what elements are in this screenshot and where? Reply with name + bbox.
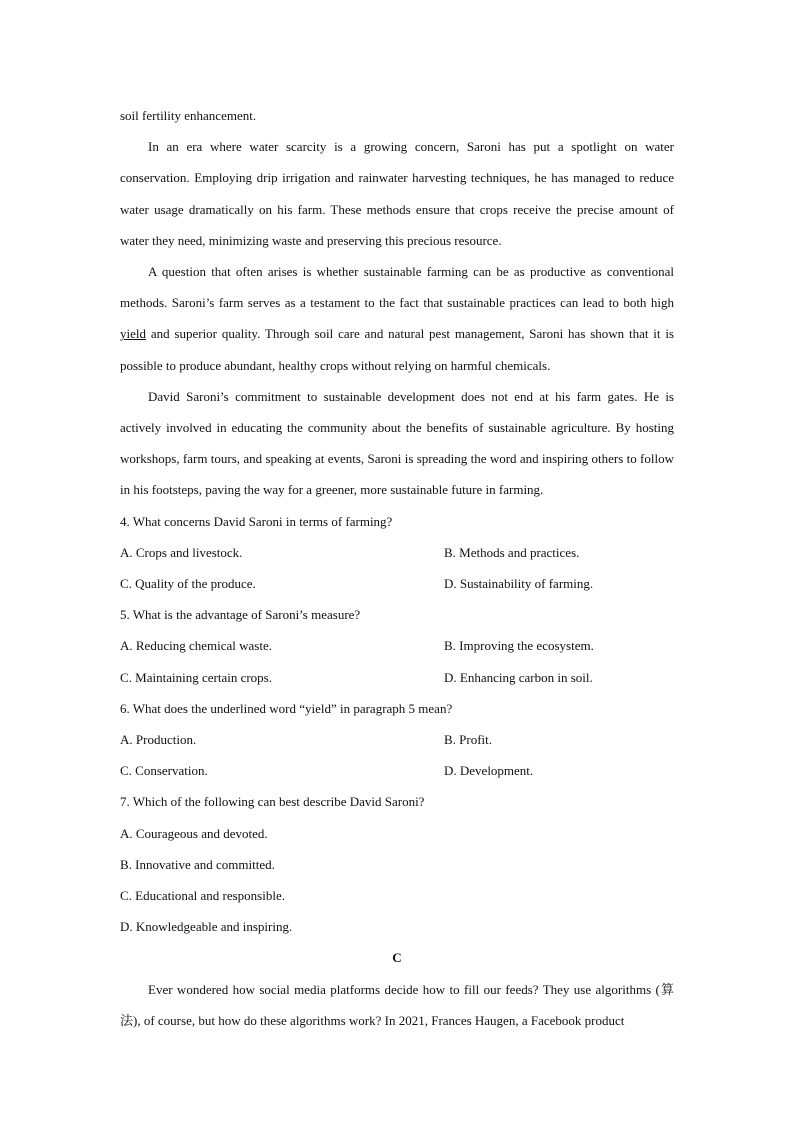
option-c: C. Conservation. (120, 763, 208, 779)
question-stem: 6. What does the underlined word “yield” in paragraph 5 mean? (120, 700, 453, 716)
question-6 (120, 693, 674, 787)
question-stem: 7. Which of the following can best describe David Saroni? (120, 794, 425, 810)
paragraph-continuation: soil fertility enhancement. (120, 108, 257, 123)
paragraph-productivity-part1: A question that often arises is whether sustainable farming can be as productive as conventional methods. Saroni’s farm serves as a testament to the fact that sustainable practices can lead to both high (120, 264, 674, 311)
option-c: C. Maintaining certain crops. (120, 669, 272, 685)
option-c: C. Educational and responsible. (120, 888, 285, 904)
question-options (120, 630, 674, 692)
paragraph-productivity (120, 256, 674, 381)
question-4 (120, 506, 674, 600)
option-d: D. Sustainability of farming. (444, 576, 594, 592)
question-options (120, 724, 674, 786)
option-b: B. Innovative and committed. (120, 856, 275, 872)
option-b: B. Methods and practices. (444, 544, 580, 560)
option-a: A. Production. (120, 732, 197, 748)
option-c: C. Quality of the produce. (120, 576, 256, 592)
question-stem: 4. What concerns David Saroni in terms of farming? (120, 513, 393, 529)
paragraph-algorithms: Ever wondered how social media platforms decide how to fill our feeds? They use algorithms (算法), of course, but how do these algorithms work? In 2021, Frances Haugen, a Facebook product (120, 981, 674, 1028)
underlined-word-yield: yield (120, 326, 146, 342)
option-a: A. Courageous and devoted. (120, 825, 268, 841)
paragraph-community: David Saroni’s commitment to sustainable development does not end at his farm gates. He is actively involved in educating the community about the benefits of sustainable agriculture. By hosting workshops, farm tours, and speaking at events, Saroni is spreading the word and inspiring others to follow in his footsteps, paving the way for a greener, more sustainable future in farming. (120, 388, 674, 498)
section-heading-c: C (392, 950, 402, 966)
option-a: A. Crops and livestock. (120, 544, 243, 560)
option-d: D. Development. (444, 763, 534, 779)
question-7 (120, 786, 674, 942)
question-options (120, 537, 674, 599)
paragraph-water-conservation: In an era where water scarcity is a growing concern, Saroni has put a spotlight on water conservation. Employing drip irrigation and rainwater harvesting techniques, he has managed to reduce water usage dramatically on his farm. These methods ensure that crops receive the precise amount of water they need, minimizing waste and preserving this precious resource. (120, 139, 674, 248)
document-page (120, 100, 674, 1036)
option-a: A. Reducing chemical waste. (120, 638, 272, 654)
option-b: B. Profit. (444, 732, 493, 748)
option-d: D. Enhancing carbon in soil. (444, 669, 593, 685)
question-stem: 5. What is the advantage of Saroni’s measure? (120, 607, 361, 623)
option-b: B. Improving the ecosystem. (444, 638, 594, 654)
option-d: D. Knowledgeable and inspiring. (120, 919, 293, 935)
paragraph-productivity-part2: and superior quality. Through soil care and natural pest management, Saroni has shown that it is possible to produce abundant, healthy crops without relying on harmful chemicals. (120, 326, 674, 373)
question-5 (120, 599, 674, 693)
